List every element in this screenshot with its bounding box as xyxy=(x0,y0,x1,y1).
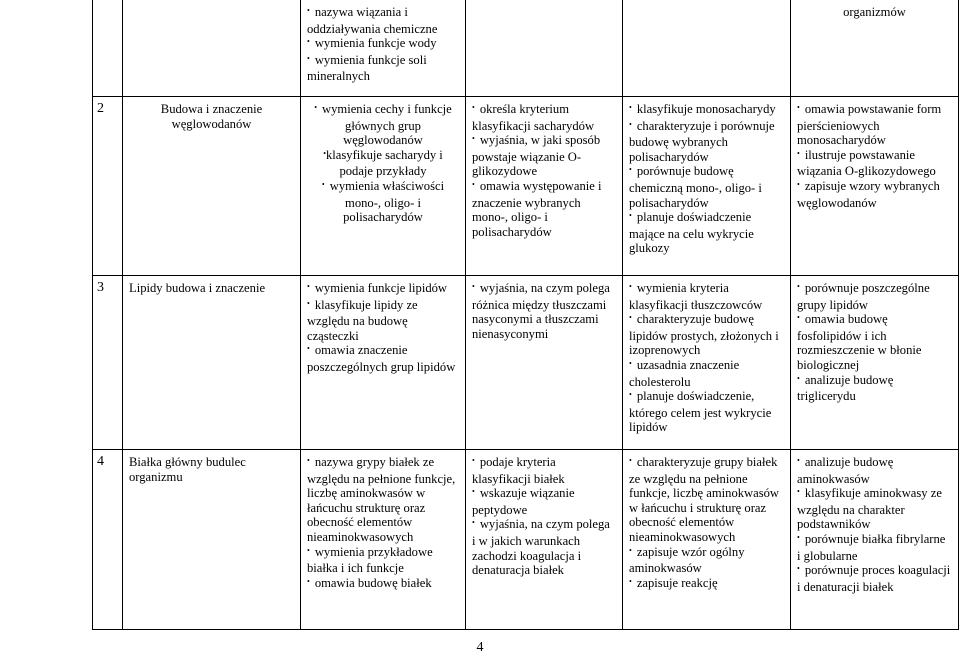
complete-requirements-cell xyxy=(791,450,959,630)
bullet-item: • wymienia funkcje wody xyxy=(307,36,459,53)
bullet-item: • omawia znaczenie poszczególnych grup lipidów xyxy=(307,343,459,374)
complete-requirements-cell xyxy=(791,97,959,276)
bullet-item: • charakteryzuje budowę lipidów prostych, złożonych i izoprenowych xyxy=(629,312,784,358)
bullet-item: • nazywa grypy białek ze względu na pełnione funkcje, liczbę aminokwasów w łańcuchu strukturę oraz obecność elementów nieaminokwasowych xyxy=(307,455,459,545)
basic-requirements-cell xyxy=(301,450,466,630)
extended-requirements-cell xyxy=(466,0,623,97)
complete-requirements-cell xyxy=(791,0,959,97)
bullet-item: • wymienia kryteria klasyfikacji tłuszczowców xyxy=(629,281,784,312)
topic-cell xyxy=(123,450,301,630)
bullet-item: • klasyfikuje lipidy ze względu na budowę cząsteczki xyxy=(307,298,459,344)
bullet-item: • porównuje białka fibrylarne i globularne xyxy=(797,532,952,563)
bullet-item: • charakteryzuje grupy białek ze względu na pełnione funkcje, liczbę aminokwasów w łańcuchu i strukturę oraz obecność elementów nieaminokwasowych xyxy=(629,455,784,545)
bullet-item: • klasyfikuje aminokwasy ze względu na charakter podstawników xyxy=(797,486,952,532)
row-number xyxy=(93,0,123,97)
row-number: 2 xyxy=(93,97,123,276)
bullet-item: • klasyfikuje sacharydy i podaje przykłady xyxy=(307,148,459,179)
bullet-item: • omawia powstawanie form pierścieniowych monosacharydów xyxy=(797,102,952,148)
topic-line: organizmu xyxy=(129,469,183,484)
extended-requirements-cell xyxy=(466,450,623,630)
bullet-item: • wymienia funkcje lipidów xyxy=(307,281,459,298)
advanced-requirements-cell xyxy=(623,97,791,276)
topic-line: Białka główny budulec xyxy=(129,455,246,469)
bullet-item: • uzasadnia znaczenie cholesterolu xyxy=(629,358,784,389)
bullet-item: • porównuje proces koagulacji i denaturacji białek xyxy=(797,563,952,594)
bullet-item: • klasyfikuje monosacharydy xyxy=(629,102,784,119)
advanced-requirements-cell xyxy=(623,0,791,97)
table-row xyxy=(93,97,959,276)
bullet-item: • wskazuje wiązanie peptydowe xyxy=(472,486,616,517)
extended-requirements-cell xyxy=(466,276,623,450)
bullet-item: • porównuje poszczególne grupy lipidów xyxy=(797,281,952,312)
topic-line: Lipidy budowa i znaczenie xyxy=(129,281,266,295)
bullet-item: • wymienia cechy i funkcje głównych grup węglowodanów xyxy=(307,102,459,148)
topic-line: Budowa i znaczenie xyxy=(160,102,263,116)
bullet-item: • wymienia funkcje soli mineralnych xyxy=(307,53,459,84)
bullet-item: • wymienia właściwości mono-, oligo- i polisacharydów xyxy=(307,179,459,225)
bullet-item: • wyjaśnia, w jaki sposób powstaje wiązanie O-glikozydowe xyxy=(472,133,616,179)
bullet-item: • zapisuje wzór ogólny aminokwasów xyxy=(629,545,784,576)
table-row xyxy=(93,276,959,450)
basic-requirements-cell xyxy=(301,0,466,97)
basic-requirements-cell xyxy=(301,97,466,276)
row-number: 3 xyxy=(93,276,123,450)
bullet-item: • analizuje budowę triglicerydu xyxy=(797,373,952,404)
complete-requirements-cell xyxy=(791,276,959,450)
bullet-item: • omawia budowę białek xyxy=(307,576,459,593)
bullet-item: • omawia występowanie i znaczenie wybranych mono-, oligo- i polisacharydów xyxy=(472,179,616,239)
bullet-item: • analizuje budowę aminokwasów xyxy=(797,455,952,486)
bullet-item: • nazywa wiązania i oddziaływania chemiczne xyxy=(307,5,459,36)
bullet-item: • zapisuje reakcję xyxy=(629,576,784,593)
bullet-item: • ilustruje powstawanie wiązania O-glikozydowego xyxy=(797,148,952,179)
row-number: 4 xyxy=(93,450,123,630)
advanced-requirements-cell xyxy=(623,450,791,630)
requirements-table xyxy=(92,0,959,630)
basic-requirements-cell xyxy=(301,276,466,450)
bullet-item: • planuje doświadczenie mające na celu wykrycie glukozy xyxy=(629,210,784,256)
topic-cell xyxy=(123,276,301,450)
bullet-item: • charakteryzuje i porównuje budowę wybranych polisacharydów xyxy=(629,119,784,165)
bullet-item: • porównuje budowę chemiczną mono-, oligo- i polisacharydów xyxy=(629,164,784,210)
bullet-item: • wymienia przykładowe białka i ich funkcje xyxy=(307,545,459,576)
page-number: 4 xyxy=(476,640,484,655)
bullet-item: • omawia budowę fosfolipidów i ich rozmieszczenie w błonie biologicznej xyxy=(797,312,952,372)
advanced-requirements-cell xyxy=(623,276,791,450)
topic-cell xyxy=(123,0,301,97)
topic-line: węglowodanów xyxy=(171,116,252,131)
bullet-item: • wyjaśnia, na czym polega różnica między tłuszczami nasyconymi a tłuszczami nienasyconymi xyxy=(472,281,616,341)
bullet-item: • określa kryterium klasyfikacji sacharydów xyxy=(472,102,616,133)
extended-requirements-cell xyxy=(466,97,623,276)
bullet-item: • zapisuje wzory wybranych węglowodanów xyxy=(797,179,952,210)
bullet-item: • wyjaśnia, na czym polega i w jakich warunkach zachodzi koagulacja i denaturacja białek xyxy=(472,517,616,577)
table-row xyxy=(93,0,959,97)
table-row xyxy=(93,450,959,630)
text-line: organizmów xyxy=(843,5,906,19)
bullet-item: • planuje doświadczenie, którego celem jest wykrycie lipidów xyxy=(629,389,784,435)
topic-cell xyxy=(123,97,301,276)
bullet-item: • podaje kryteria klasyfikacji białek xyxy=(472,455,616,486)
